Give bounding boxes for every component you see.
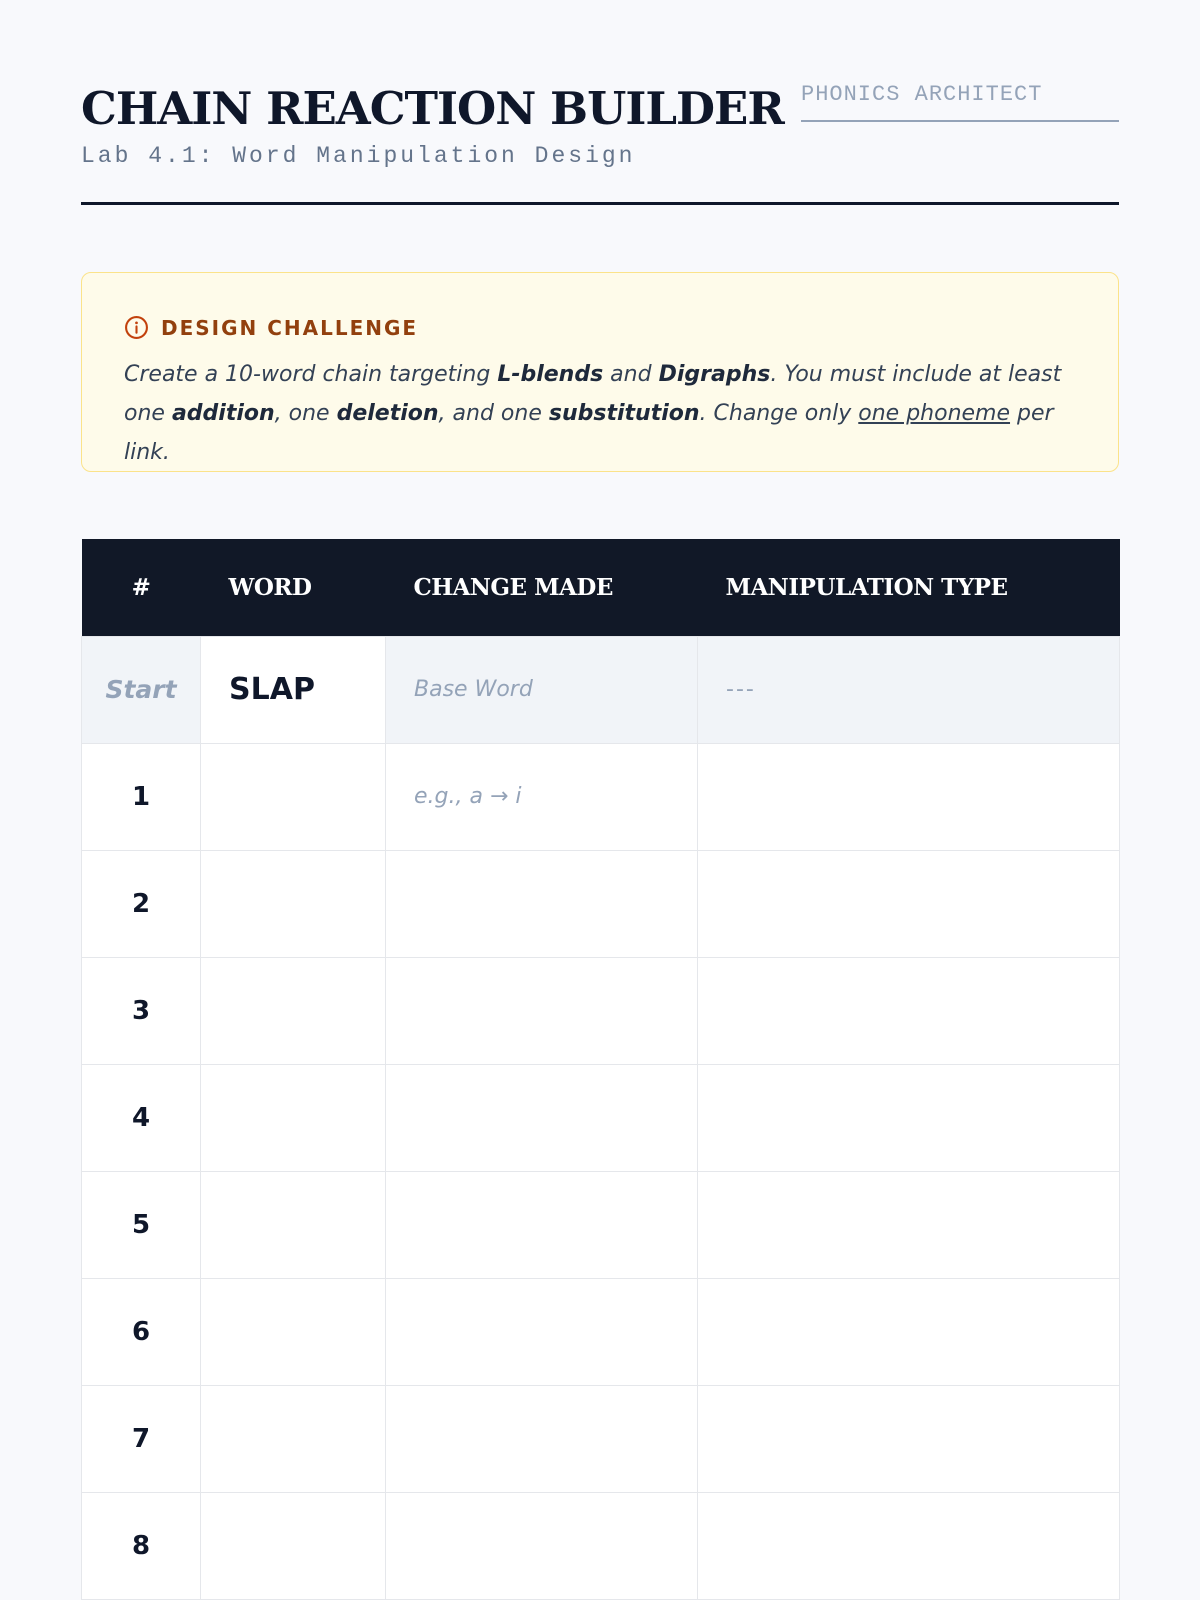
column-header-word: WORD — [201, 539, 386, 636]
table-row-start — [82, 636, 1120, 743]
challenge-text-part: and — [603, 362, 659, 387]
table-row — [82, 1492, 1120, 1599]
table-row — [82, 1278, 1120, 1385]
challenge-keyword-deletion: deletion — [336, 401, 439, 426]
type-cell[interactable] — [698, 743, 1120, 850]
word-cell[interactable] — [201, 957, 386, 1064]
change-cell[interactable] — [386, 1492, 698, 1599]
column-header-change-made: CHANGE MADE — [386, 539, 698, 636]
type-cell[interactable] — [698, 1171, 1120, 1278]
table-header-row — [82, 539, 1120, 636]
challenge-text-part: . You must include at least one — [124, 362, 1062, 426]
change-cell[interactable] — [386, 1171, 698, 1278]
info-circle-icon — [124, 315, 149, 340]
column-header-number: # — [82, 539, 201, 636]
row-number: 3 — [82, 957, 201, 1064]
start-cell — [82, 636, 201, 743]
chain-table-container — [81, 539, 1119, 1600]
type-cell[interactable] — [698, 850, 1120, 957]
challenge-keyword-one-phoneme: one phoneme — [858, 401, 1011, 426]
start-word-cell — [201, 636, 386, 743]
row-number: 2 — [82, 850, 201, 957]
change-cell[interactable] — [386, 1278, 698, 1385]
word-cell[interactable] — [201, 1385, 386, 1492]
challenge-keyword-substitution: substitution — [548, 401, 700, 426]
design-challenge-box — [81, 272, 1119, 472]
challenge-text-part: . Change only — [699, 401, 859, 426]
start-change-cell — [386, 636, 698, 743]
challenge-keyword-l-blends: L-blends — [497, 362, 604, 387]
word-cell[interactable] — [201, 1492, 386, 1599]
row-number: 6 — [82, 1278, 201, 1385]
word-cell[interactable] — [201, 1278, 386, 1385]
challenge-keyword-addition: addition — [171, 401, 275, 426]
type-cell[interactable] — [698, 1385, 1120, 1492]
page-header — [81, 0, 1119, 205]
change-example-hint: e.g., a → i — [414, 784, 522, 809]
row-number: 4 — [82, 1064, 201, 1171]
type-cell[interactable] — [698, 957, 1120, 1064]
challenge-text-part: per link. — [124, 401, 1054, 465]
word-cell[interactable] — [201, 850, 386, 957]
table-row — [82, 850, 1120, 957]
challenge-text-part: , and one — [438, 401, 549, 426]
table-row — [82, 1385, 1120, 1492]
no-type-placeholder: --- — [726, 677, 756, 702]
row-number: 5 — [82, 1171, 201, 1278]
start-label: Start — [105, 674, 177, 704]
challenge-heading — [124, 315, 418, 340]
type-cell[interactable] — [698, 1492, 1120, 1599]
change-cell[interactable] — [386, 1385, 698, 1492]
change-cell[interactable] — [386, 850, 698, 957]
type-cell[interactable] — [698, 1064, 1120, 1171]
phonics-architect-field[interactable]: PHONICS ARCHITECT — [801, 80, 1119, 122]
worksheet-page — [81, 0, 1119, 1600]
column-header-manipulation-type: MANIPULATION TYPE — [698, 539, 1120, 636]
challenge-label: DESIGN CHALLENGE — [161, 315, 419, 340]
table-row — [82, 957, 1120, 1064]
row-number: 1 — [82, 743, 201, 850]
challenge-keyword-digraphs: Digraphs — [658, 362, 771, 387]
page-title: CHAIN REACTION BUILDER — [81, 82, 784, 135]
table-row — [82, 743, 1120, 850]
word-cell[interactable] — [201, 743, 386, 850]
base-word-note: Base Word — [414, 677, 533, 702]
word-cell[interactable] — [201, 1064, 386, 1171]
type-cell[interactable] — [698, 1278, 1120, 1385]
challenge-text-part: Create a 10-word chain targeting — [124, 362, 498, 387]
start-type-cell — [698, 636, 1120, 743]
change-cell[interactable] — [386, 743, 698, 850]
change-cell[interactable] — [386, 1064, 698, 1171]
page-subtitle: Lab 4.1: Word Manipulation Design — [81, 143, 636, 169]
word-cell[interactable] — [201, 1171, 386, 1278]
challenge-text-part: , one — [274, 401, 337, 426]
table-row — [82, 1171, 1120, 1278]
base-word: SLAP — [229, 672, 315, 707]
change-cell[interactable] — [386, 957, 698, 1064]
row-number: 8 — [82, 1492, 201, 1599]
table-row — [82, 1064, 1120, 1171]
row-number: 7 — [82, 1385, 201, 1492]
word-chain-table — [81, 539, 1120, 1600]
challenge-instructions — [124, 355, 1084, 472]
